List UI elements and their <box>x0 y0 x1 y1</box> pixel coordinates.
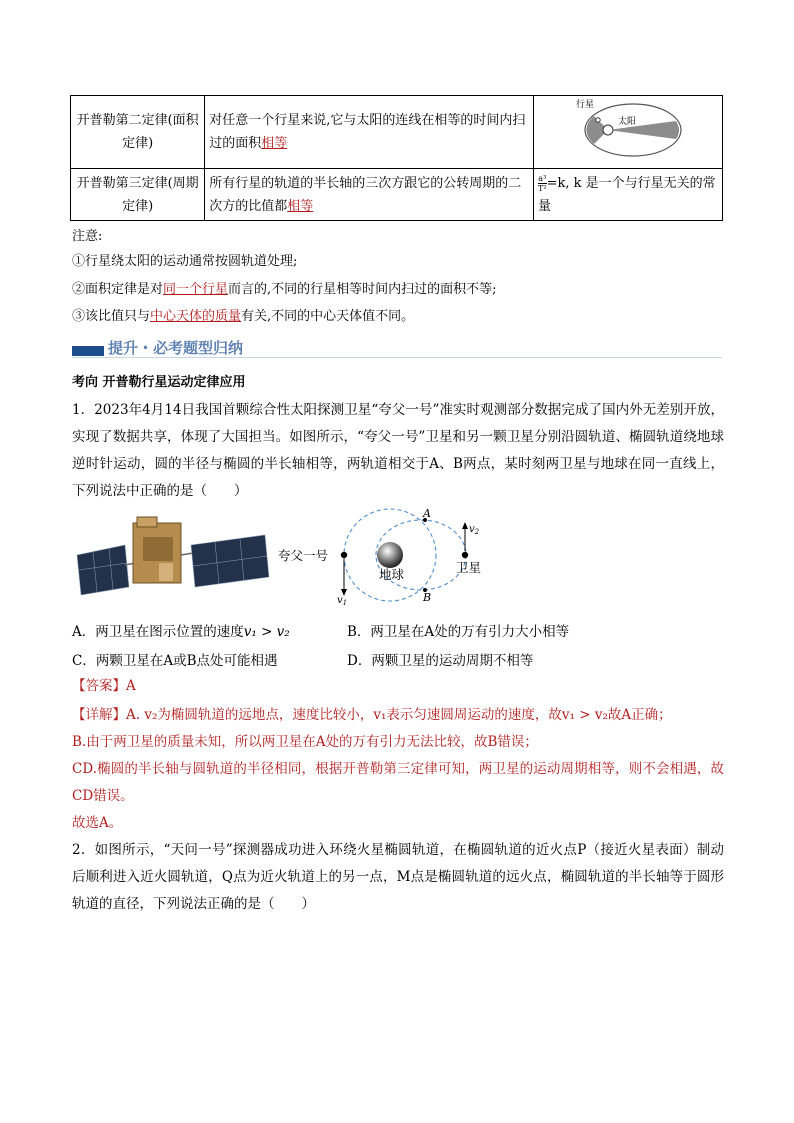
earth-icon <box>377 542 403 568</box>
answer: 【答案】A <box>72 678 136 694</box>
conclusion: 故选A。 <box>72 815 123 831</box>
law-content: 对任意一个行星来说,它与太阳的连线在相等的时间内扫过的面积 <box>209 113 526 151</box>
planet-label: 行星 <box>576 100 595 110</box>
kuafu-label: 夸父一号 <box>278 548 329 563</box>
detail-line-1: 【详解】A. v₂为椭圆轨道的远地点，速度比较小，v₁表示匀速圆周运动的速度，故v₁ > v₂故A正确； <box>72 707 672 723</box>
option-b[interactable]: B．两卫星在A处的万有引力大小相等 <box>347 624 570 640</box>
option-d[interactable]: D．两颗卫星的运动周期不相等 <box>347 653 534 669</box>
sun-label: 太阳 <box>618 117 637 127</box>
v2-arrowhead <box>462 522 468 529</box>
fraction-denominator: T² <box>538 183 547 193</box>
question-2-stem: 2．如图所示，“天问一号”探测器成功进入环绕火星椭圆轨道，在椭圆轨道的近火点P（接近火星表面）制动后顺利进入近火圆轨道，Q点为近火轨道上的另一点，M点是椭圆轨道的远火点，椭圆轨道的半长轴等于圆形轨道的直径，下列说法正确的是（ ） <box>72 842 724 912</box>
note-2-key: 同一个行星 <box>163 282 229 297</box>
fraction-numerator: a³ <box>538 173 547 183</box>
question-1-stem: 1．2023年4月14日我国首颗综合性太阳探测卫星“夸父一号”准实时观测部分数据完成了国内外无差别开放，实现了数据共享，体现了大国担当。如图所示，“夸父一号”卫星和另一颗卫星分别沿圆轨道、椭圆轨道绕地球逆时针运动，圆的半径与椭圆的半长轴相等，两轨道相交于A、B两点，某时刻两卫星与地球在同一直线上，下列说法中正确的是（ ） <box>72 402 724 499</box>
satellite-icon <box>75 515 271 595</box>
v1-label: $v_1$ <box>337 595 348 607</box>
other-satellite-dot <box>462 552 468 558</box>
option-c[interactable]: C．两颗卫星在A或B点处可能相遇 <box>72 653 278 669</box>
law-name-cell <box>71 169 205 221</box>
note-3-post: 有关,不同的中心天体值不同。 <box>241 309 415 324</box>
law-content-cell <box>205 96 534 169</box>
detail-line-3: CD.椭圆的半长轴与圆轨道的半径相同，根据开普勒第三定律可知，两卫星的运动周期相等，则不会相遇，故CD错误。 <box>72 761 724 804</box>
law-name: 开普勒第二定律(面积定律) <box>76 113 199 151</box>
law-key-term: 相等 <box>261 136 288 151</box>
planet-icon <box>596 118 600 122</box>
orbit-diagram-svg <box>276 505 496 609</box>
section-banner <box>72 337 722 359</box>
note-3-pre: ③该比值只与 <box>72 309 151 324</box>
area-law-figure-cell <box>534 96 723 169</box>
option-a-text: A．两卫星在图示位置的速度 <box>72 624 244 640</box>
note-2-post: 而言的,不同的行星相等时间内扫过的面积不等; <box>228 282 497 297</box>
law-name-cell <box>71 96 205 169</box>
table-row <box>71 169 723 221</box>
kuafu-satellite-dot <box>341 552 347 558</box>
formula-cell <box>534 169 723 221</box>
note-2-pre: ②面积定律是对 <box>72 282 164 297</box>
v2-label: $v_2$ <box>469 524 480 536</box>
point-a-label: A <box>423 507 431 520</box>
law-name: 开普勒第三定律(周期定律) <box>76 175 199 214</box>
table-row <box>71 96 723 169</box>
option-a[interactable] <box>72 620 290 640</box>
note-1: ①行星绕太阳的运动通常按圆轨道处理; <box>72 254 298 269</box>
area-law-figure <box>538 98 714 158</box>
law-content-cell <box>205 169 534 221</box>
formula-text: =k, k 是一个与行星无关的常量 <box>538 175 716 214</box>
law-key-term: 相等 <box>287 198 314 214</box>
option-a-relation: v₁ > v₂ <box>243 624 290 640</box>
section-title: 考向 开普勒行星运动定律应用 <box>72 375 246 390</box>
banner-divider <box>72 357 722 358</box>
point-b-label: B <box>423 591 432 604</box>
banner-title: 提升・必考题型归纳 <box>108 339 244 357</box>
note-2 <box>72 280 497 300</box>
kepler-laws-table <box>70 95 723 221</box>
orbit-diagram <box>276 505 496 609</box>
kepler-fraction <box>538 174 547 193</box>
sun-icon <box>603 125 613 135</box>
note-3 <box>72 307 414 327</box>
banner-bar <box>72 346 104 356</box>
notes-title: 注意: <box>72 229 103 244</box>
detail-line-2: B.由于两卫星的质量未知，所以两卫星在A处的万有引力无法比较，故B错误； <box>72 734 538 750</box>
law-content: 所有行星的轨道的半长轴的三次方跟它的公转周期的二次方的比值都 <box>209 175 522 214</box>
note-3-key: 中心天体的质量 <box>150 309 242 324</box>
earth-label: 地球 <box>379 567 405 582</box>
satellite-label: 卫星 <box>456 560 482 575</box>
satellite-photo <box>75 515 271 595</box>
